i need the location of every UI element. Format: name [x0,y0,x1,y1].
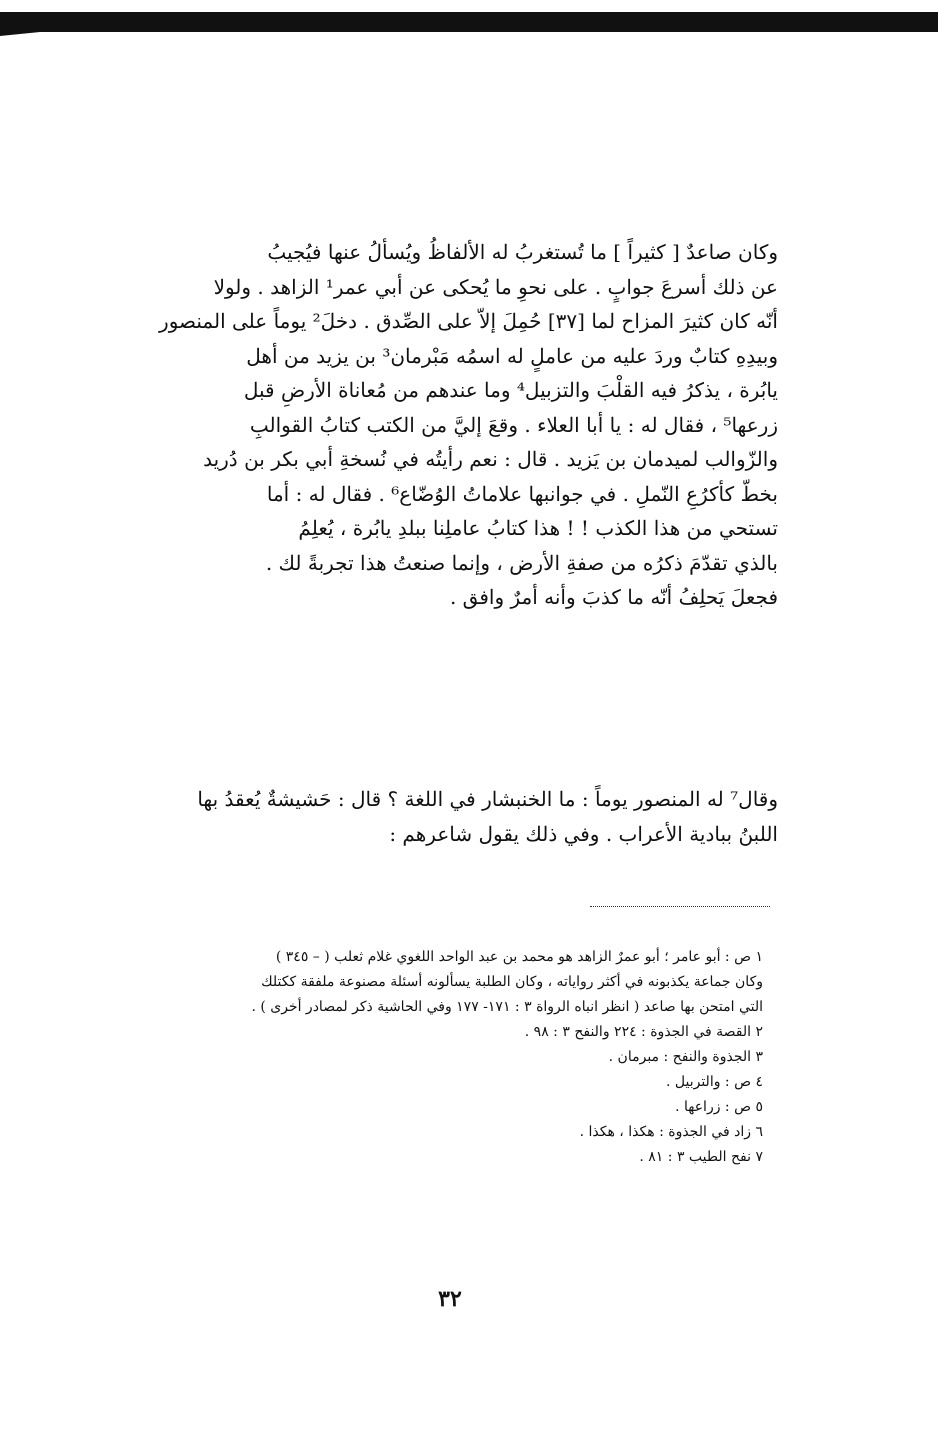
text-line: فجعلَ يَحلِفُ أنّه ما كذبَ وأنه أمرٌ وافق . [449,585,778,609]
text-line: اللبنُ ببادية الأعراب . وفي ذلك يقول شاعرهم : [389,821,778,846]
text-line: بخطّ كأكرُعِ النّملِ . في جوانبها علاماتُ الوُضّاع⁶ . فقال له : أما [266,481,778,506]
paragraph-2 [108,782,778,851]
footnote-1-continued: وكان جماعة يكذبونه في أكثر رواياته ، وكان الطلبة يسألونه أسئلة مصنوعة ملفقة ككتلك [261,974,763,990]
text-line: وبيدِهِ كتابٌ وردَ عليه من عاملٍ له اسمُه مَبْرمان³ بن يزيد من أهل [246,343,778,368]
text-line: يابُرة ، يذكرُ فيه القلْبَ والتزبيل⁴ وما عندهم من مُعاناة الأرضِ قبل [243,378,778,402]
footnote-6: ٦ زاد في الجذوة : هكذا ، هكذا . [579,1124,763,1140]
text-line: تستحي من هذا الكذب ! ! هذا كتابُ عاملِنا ببلدِ يابُرة ، يُعلِمُ [298,516,778,540]
footnote-divider [590,906,770,907]
footnote-2: ٢ القصة في الجذوة : ٢٢٤ والنفح ٣ : ٩٨ . [524,1024,763,1040]
text-line: زرعها⁵ ، فقال له : يا أبا العلاء . وقعَ إليَّ من الكتب كتابُ القوالبِ [249,412,778,437]
main-text [108,235,778,846]
page-top-border [0,12,938,32]
text-line: وكان صاعدٌ [ كثيراً ] ما تُستغربُ له الألفاظُ ويُسألُ عنها فيُجيبُ [267,240,778,264]
footnote-5: ٥ ص : زراعها . [675,1099,763,1115]
page-top-border-edge [0,30,60,36]
footnote-1-continued: التي امتحن بها صاعد ( انظر انباه الرواة ٣ : ١٧١- ١٧٧ وفي الحاشية ذكر لمصادر أخرى ) . [251,999,763,1015]
text-line: وقال⁷ له المنصور يوماً : ما الخنبشار في اللغة ؟ قال : حَشيشةٌ يُعقدُ بها [197,787,778,811]
paragraph-1 [108,235,778,615]
text-line: والزّوالب لميدمان بن يَزيد . قال : نعم رأيتُه في نُسخةِ أبي بكر بن دُريد [203,447,778,471]
text-line: أنّه كان كثيرَ المزاح لما [٣٧] حُمِلَ إلاّ على الصِّدق . دخلَ² يوماً على المنصور [159,309,778,333]
footnote-4: ٤ ص : والتربيل . [665,1074,763,1090]
footnote-7: ٧ نفح الطيب ٣ : ٨١ . [639,1149,763,1165]
footnote-1: ١ ص : أبو عامر ؛ أبو عمرٌ الزاهد هو محمد بن عبد الواحد اللغوي غلام ثعلب ( – ٣٤٥ ) [275,949,763,965]
text-line: بالذي تقدّمَ ذكرُه من صفةِ الأرض ، وإنما صنعتُ هذا تجربةً لك . [265,550,778,575]
footnotes [103,945,763,1170]
footnote-3: ٣ الجذوة والنفح : مبرمان . [608,1049,763,1065]
page-number: ٣٢ [438,1286,462,1312]
text-line: عن ذلك أسرعَ جوابٍ . على نحوِ ما يُحكى عن أبي عمر¹ الزاهد . ولولا [213,274,778,299]
